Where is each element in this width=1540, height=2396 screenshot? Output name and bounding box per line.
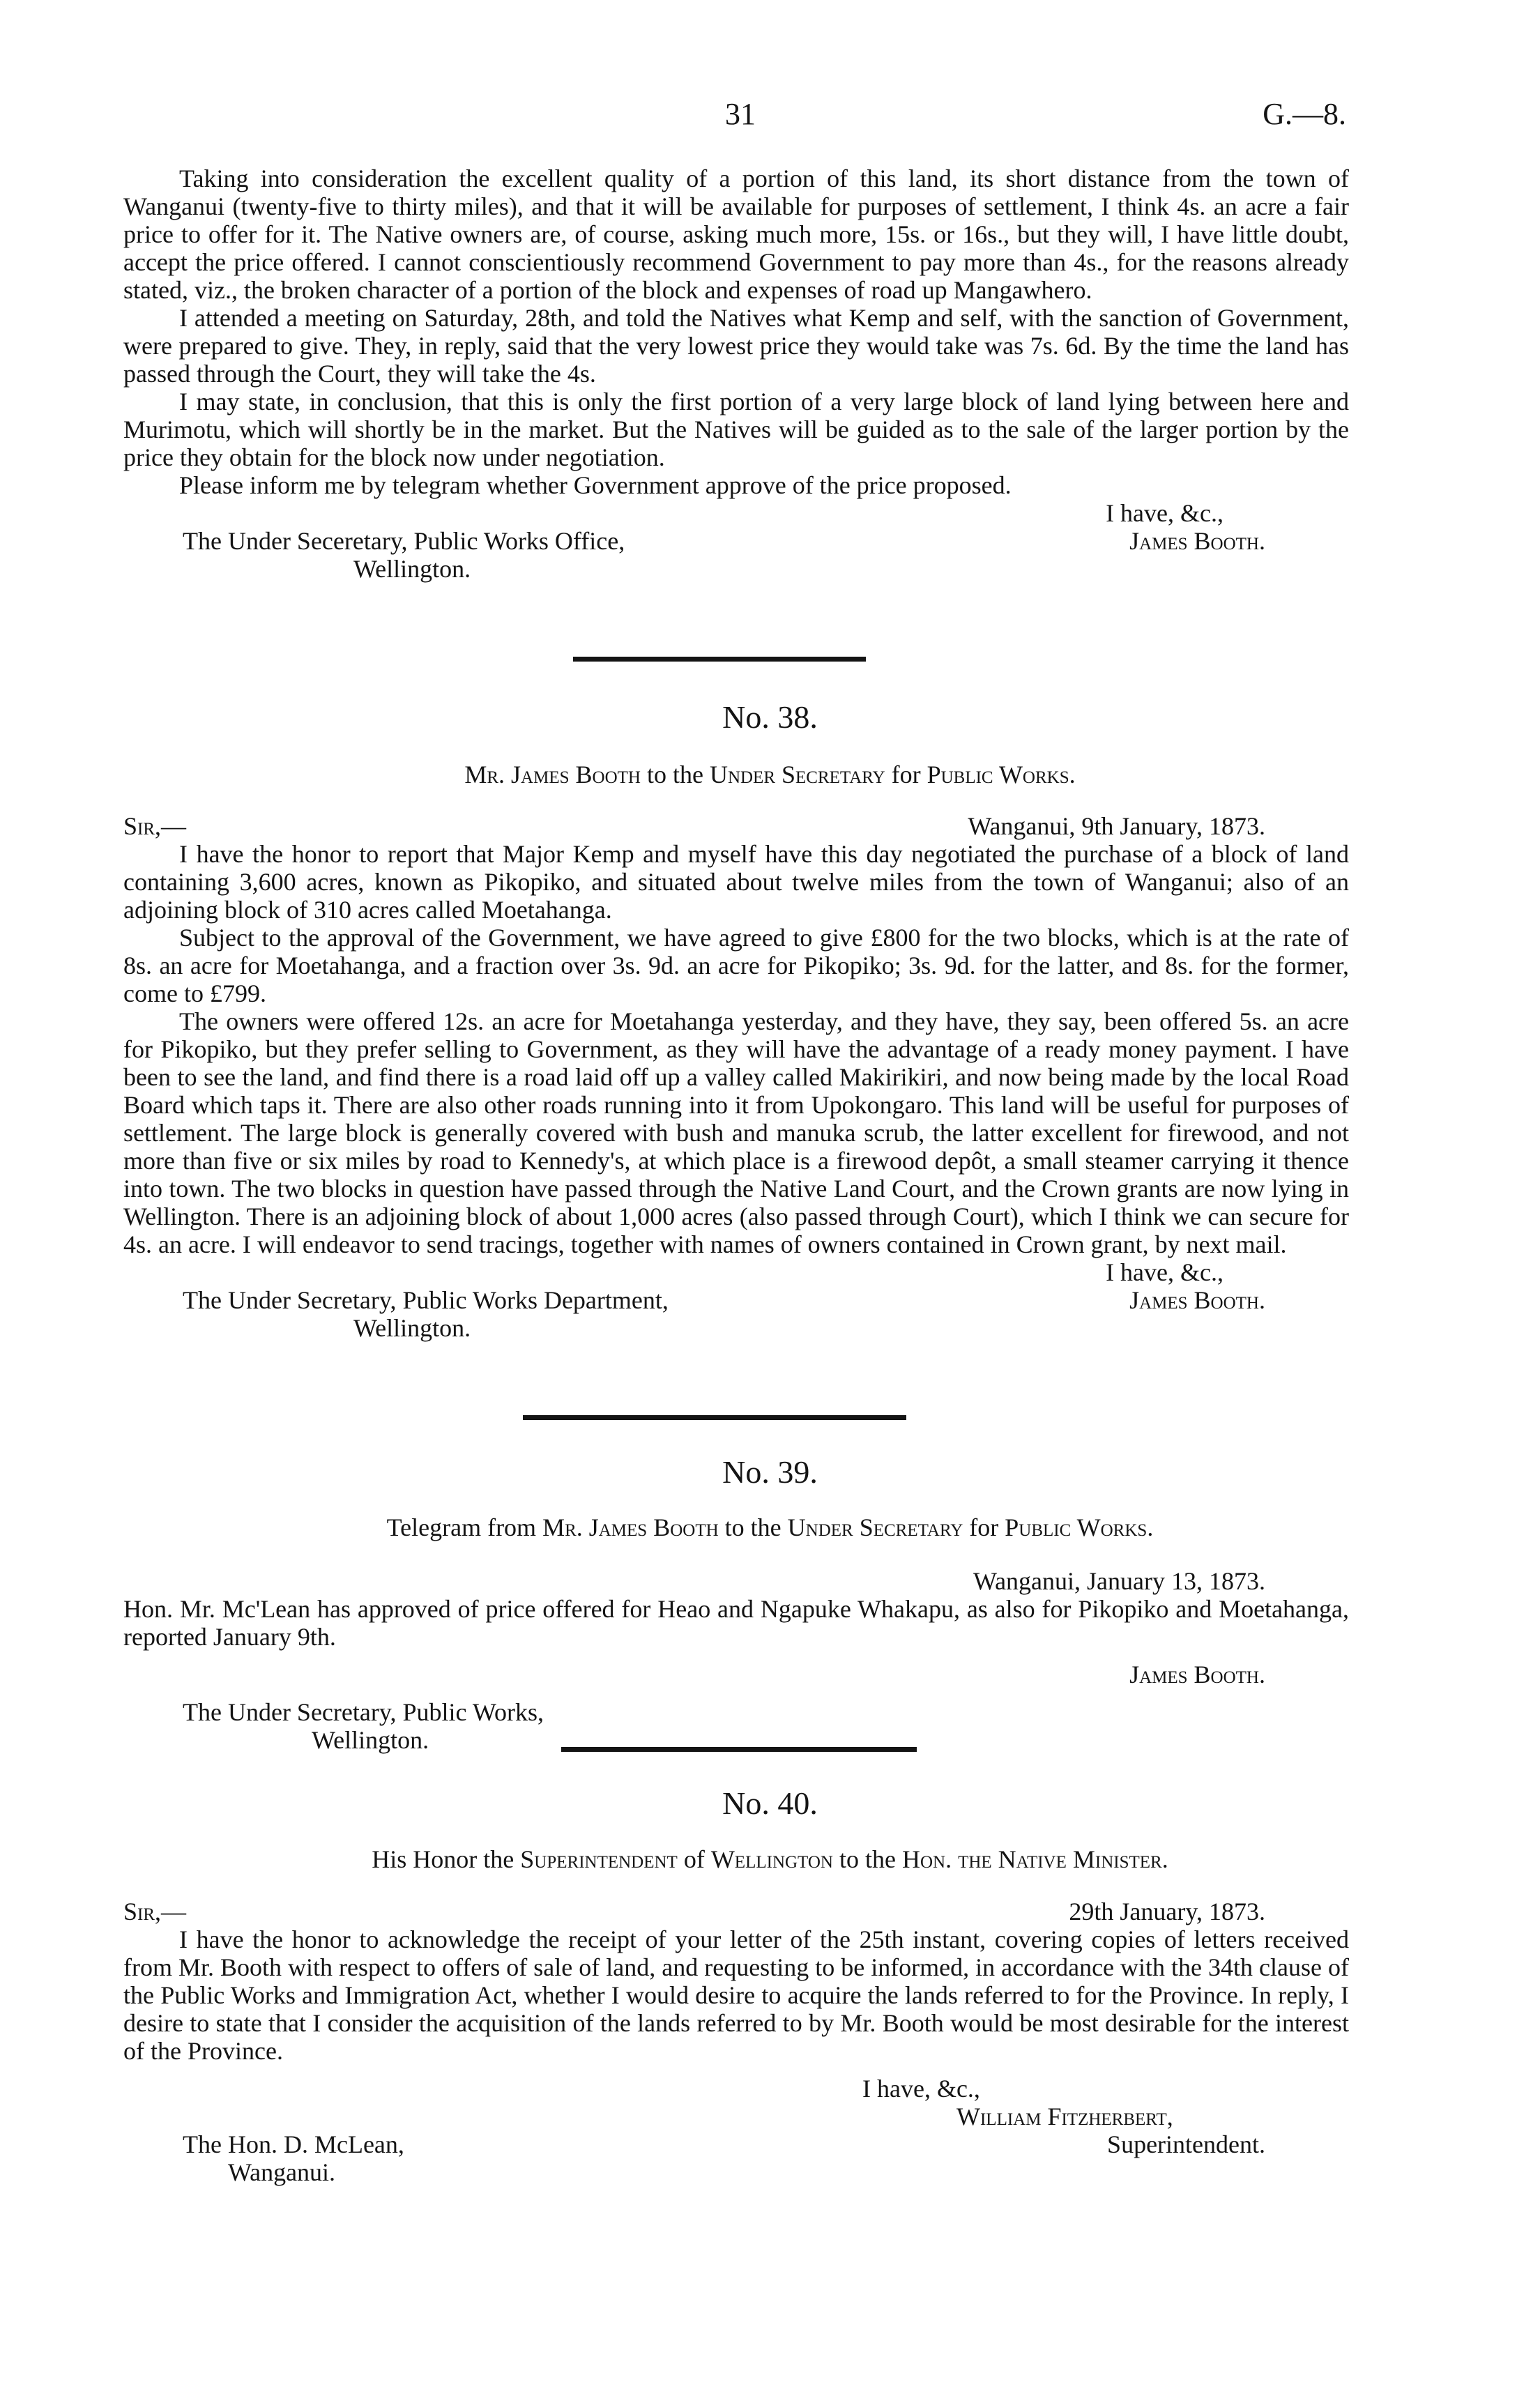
running-head [0,96,1540,138]
signature: James Booth. [1129,1286,1265,1314]
signature-title: Superintendent. [1107,2130,1265,2158]
section-subheading [0,1513,1540,1542]
section-subheading [0,760,1540,789]
salutation-row [123,812,1349,840]
connector: to the [839,1845,896,1873]
paragraph: I have the honor to acknowledge the receipt of your letter of the 25th instant, covering copies of letters received from Mr. Booth with respect to offers of sale of land, and requesting to be informed, in accordance with the 34th clause of the Public Works and Immigration Act, whether I would desire to acquire the lands referred to for the Province. In reply, I desire to state that I consider the acquisition of the lands referred to by Mr. Booth would be most desirable for the interest of the Province. [123,1925,1349,2065]
section-heading: No. 40. [722,1785,818,1821]
paragraph: I have the honor to report that Major Kemp and myself have this day negotiated the purchase of a block of land containing 3,600 acres, known as Pikopiko, and situated about twelve miles from the town of Wanganui; also of an adjoining block of 310 acres called Moetahanga. [123,840,1349,924]
paragraph: Taking into consideration the excellent quality of a portion of this land, its short distance from the town of Wanganui (twenty-five to thirty miles), and that it will be available for purposes of settlement, I think 4s. an acre a fair price to offer for it. The Native owners are, of course, asking much more, 15s. or 16s., but they will, I have little doubt, accept the price offered. I cannot conscientiously recommend Government to pay more than 4s., for the reasons already stated, viz., the broken character of a portion of the block and expenses of road up Mangawhero. [123,165,1349,304]
connector: for [891,761,921,788]
salutation: Sir,— [123,1898,187,1925]
signature: James Booth. [1129,1661,1265,1688]
signature: James Booth. [1129,527,1265,555]
place: Wellington [710,1845,833,1873]
paragraph: I attended a meeting on Saturday, 28th, and told the Natives what Kemp and self, with the sanction of Government, were prepared to give. They, in reply, said that the very lowest price they would take was 7s. 6d. By the time the land has passed through the Court, they will take the 4s. [123,304,1349,388]
recipient: Hon. the Native Minister. [901,1845,1168,1873]
section-subheading [0,1845,1540,1874]
paragraph: Please inform me by telegram whether Government approve of the price proposed. [179,471,1012,499]
connector: of [683,1845,705,1873]
prefix: His Honor the [372,1845,514,1873]
connector: to the [724,1513,782,1541]
address-city: Wellington. [353,1314,471,1342]
dateline: 29th January, 1873. [1069,1898,1265,1925]
sender: Mr. James Booth [464,761,641,788]
address-city: Wellington. [312,1726,429,1754]
closing: I have, &c., [862,2075,980,2103]
prefix: Telegram from [386,1513,537,1541]
closing: I have, &c., [1106,1258,1223,1286]
address-city: Wellington. [353,555,471,583]
letter-38 [123,812,1349,1342]
sender: Mr. James Booth [542,1513,719,1541]
addressee-row [123,527,1349,555]
salutation: Sir,— [123,812,187,840]
letter-39 [123,1567,1349,1754]
section-divider [523,1415,906,1420]
section-heading: No. 38. [722,699,818,735]
sender: Superintendent [520,1845,678,1873]
section-divider [573,657,866,662]
addressee-row [123,1286,1349,1314]
letter-40 [123,1898,1349,2186]
paragraph: The owners were offered 12s. an acre for Moetahanga yesterday, and they have, they say, been offered 5s. an acre for Pikopiko, but they prefer selling to Government, as they will have the advantage of a ready money payment. I have been to see the land, and find there is a road laid off up a valley called Makirikiri, and now being made by the local Road Board which taps it. There are also other roads running into it from Upokongaro. This land will be useful for purposes of settlement. The large block is generally covered with bush and manuka scrub, the latter excellent for firewood, and not more than five or six miles by road to Kennedy's, at which place is a firewood depôt, a small steamer carrying it thence into town. The two blocks in question have passed through the Native Land Court, and the Crown grants are now lying in Wellington. There is an adjoining block of about 1,000 acres (also passed through Court), which I think we can secure for 4s. an acre. I will endeavor to send tracings, together with names of owners contained in Crown grant, by next mail. [123,1007,1349,1258]
recipient: Under Secretary [787,1513,963,1541]
dateline: Wanganui, 9th January, 1873. [968,812,1265,840]
address-city: Wanganui. [228,2158,336,2186]
dateline: Wanganui, January 13, 1873. [973,1567,1265,1595]
section-divider [561,1747,917,1752]
paragraph: I may state, in conclusion, that this is only the first portion of a very large block of land lying between here and Murimotu, which will shortly be in the market. But the Natives will be guided as to the sale of the larger portion by the price they obtain for the block now under negotiation. [123,388,1349,471]
page-number: 31 [725,97,756,131]
department: Public Works. [927,761,1076,788]
signature: William Fitzherbert, [956,2103,1173,2130]
paragraph: Hon. Mr. Mc'Lean has approved of price offered for Heao and Ngapuke Whakapu, as also for Pikopiko and Moetahanga, reported January 9th. [123,1595,1349,1651]
department: Public Works. [1005,1513,1154,1541]
addressee: The Under Secretary, Public Works, [183,1698,544,1726]
paragraph: Subject to the approval of the Government, we have agreed to give £800 for the two blocks, which is at the rate of 8s. an acre for Moetahanga, and a fraction over 3s. 9d. an acre for Pikopiko; 3s. 9d. for the latter, and 8s. for the former, come to £799. [123,924,1349,1007]
addressee: The Under Secretary, Public Works Department, [183,1286,669,1314]
salutation-row [123,1898,1349,1925]
addressee: The Under Seceretary, Public Works Office, [183,527,625,555]
letter-37-continuation [123,165,1349,583]
section-heading: No. 39. [722,1454,818,1490]
connector: to the [646,761,703,788]
addressee-row [123,2130,1349,2158]
addressee: The Hon. D. McLean, [183,2130,404,2158]
connector: for [969,1513,999,1541]
document-reference: G.—8. [1263,97,1346,131]
recipient: Under Secretary [709,761,885,788]
closing: I have, &c., [1106,499,1223,527]
